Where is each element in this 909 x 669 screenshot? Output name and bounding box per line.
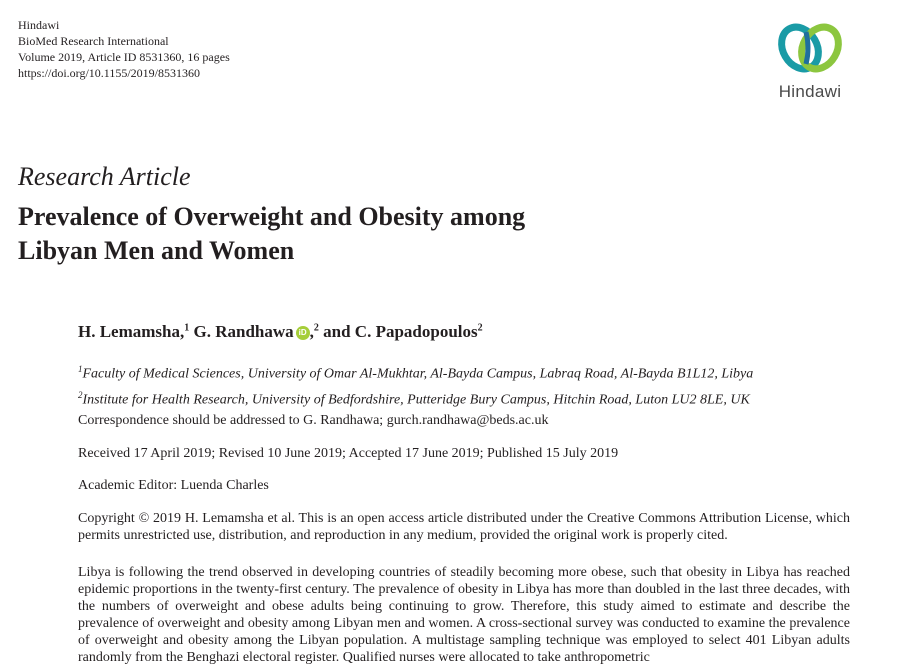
journal-header — [18, 17, 230, 81]
orcid-icon[interactable]: iD — [296, 326, 310, 340]
hindawi-logo — [764, 18, 856, 108]
affiliation-2 — [78, 385, 753, 411]
article-type: Research Article — [18, 162, 191, 191]
author-2-affil: 2 — [313, 322, 319, 334]
doi-link[interactable]: https://doi.org/10.1155/2019/8531360 — [18, 66, 201, 80]
author-3-affil: 2 — [477, 322, 483, 334]
author-1: H. Lemamsha, — [78, 322, 185, 341]
hindawi-logo-icon — [776, 18, 844, 82]
affiliation-1-text: Faculty of Medical Sciences, University of Omar Al-Mukhtar, Al-Bayda Campus, Labraq Road, Al-Bayda B1L12, Libya — [82, 366, 754, 382]
correspondence: Correspondence should be addressed to G. Randhawa; gurch.randhawa@beds.ac.uk — [78, 413, 549, 428]
volume-info: Volume 2019, Article ID 8531360, 16 pages — [18, 50, 230, 64]
author-list: H. Lemamsha,$^1$ G. Randhawa iD ,$^2$ and C. Papadopoulos$^2$ — [78, 322, 483, 341]
author-2: G. Randhawa — [193, 322, 294, 341]
affiliation-2-text: Institute for Health Research, University of Bedfordshire, Putteridge Bury Campus, Hitchin Road, Luton LU2 8LE, UK — [82, 392, 750, 408]
affiliation-2-number: 2 — [78, 389, 83, 400]
publisher-name: Hindawi — [18, 18, 60, 32]
affiliations — [78, 359, 753, 410]
affiliation-1 — [78, 359, 753, 385]
copyright-notice: Copyright © 2019 H. Lemamsha et al. This is an open access article distributed under the Creative Commons Attribution License, which permits unrestricted use, distribution, and reproduction in any medium, provided the original work is properly cited. — [78, 511, 850, 543]
title-line-1: Prevalence of Overweight and Obesity among — [18, 202, 526, 231]
article-title — [18, 200, 718, 268]
academic-editor: Academic Editor: Luenda Charles — [78, 478, 269, 493]
affiliation-1-number: 1 — [78, 364, 83, 374]
journal-name: BioMed Research International — [18, 34, 169, 48]
author-3: and C. Papadopoulos — [323, 322, 478, 341]
logo-wordmark: Hindawi — [778, 82, 842, 101]
publication-dates: Received 17 April 2019; Revised 10 June 2019; Accepted 17 June 2019; Published 15 July 2019 — [78, 446, 619, 461]
title-line-2: Libyan Men and Women — [18, 236, 295, 265]
author-1-affil: 1 — [184, 322, 190, 334]
abstract-text: Libya is following the trend observed in developing countries of steadily becoming more obese, such that obesity in Libya has reached epidemic proportions in the twenty-first century. The prevalence of obesity in Libya has more than doubled in the last three decades, with the numbers of overweight and obese adults being continuing to grow. Therefore, this study aimed to estimate and describe the prevalence of overweight and obesity among Libyan men and women. A cross-sectional survey was conducted to examine the prevalence of overweight and obesity among the Libyan population. A multistage sampling technique was employed to select 401 Libyan adults randomly from the Benghazi electoral register. Qualified nurses were allocated to take anthropometric — [78, 565, 850, 665]
